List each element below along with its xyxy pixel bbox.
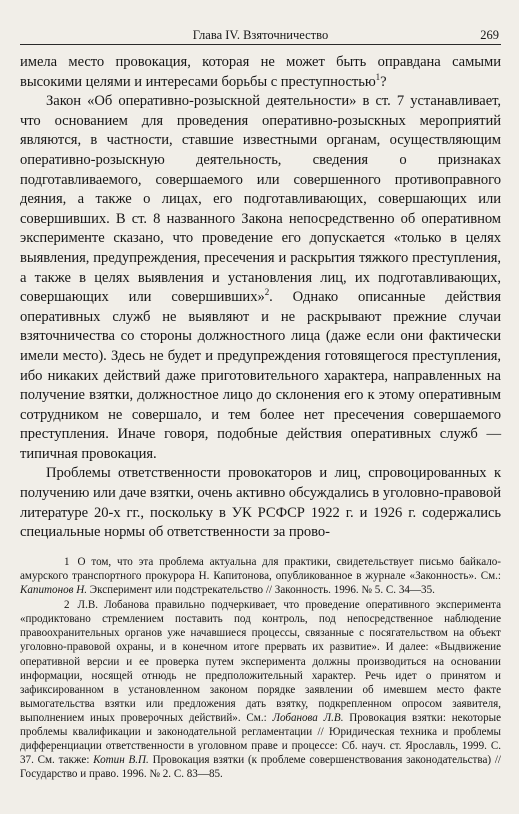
footnote-text: Провокация взятки: некоторые проблемы квалификации и законодательной регламентации // Юридическая техника и проблемы дифференциации ответственности в уголовном праве и процессе: Сб. науч. ст. Ярославль, 1999. С. 37. См. также:: [20, 711, 501, 767]
footnotes: [20, 555, 501, 782]
footnote-text: Провокация взятки (к проблеме совершенствования законодательства) // Государство и право. 1996. № 2. С. 83—85.: [20, 754, 502, 781]
footnote-2: [20, 598, 501, 781]
paragraph-1: [20, 53, 501, 92]
main-text: [20, 53, 501, 543]
footnote-1: [20, 555, 501, 597]
footnote-number: 2: [64, 599, 70, 612]
paragraph-text: Закон «Об оперативно-розыскной деятельности» в ст. 7 устанавливает, что основанием для проведения оперативно-розыскных мероприятий являются, в частности, ставшие известными органам, осуществляющим оперативно-розыскную деятельность, сведения о признаках подготавливаемого, совершаемого или совершенного противоправного деяния, а также о лицах, его подготавливающих, совершающих или совершивших. В ст. 8 названного Закона непосредственно об оперативном эксперименте сказано, что проведение его допускается «только в целях выявления, предупреждения, пресечения и раскрытия тяжкого преступления, а также в целях выявления и установления лиц, их подготавливающих, совершающих или совершивших»: [20, 93, 501, 306]
footnote-number: 1: [64, 555, 70, 568]
paragraph-tail: . Однако описанные действия оперативных служб не выявляют и не раскрывают прежние случаи взяточничества со стороны должностного лица (даже если они фактически имели место). Здесь не будет и предупреждения готовящегося преступления, ибо никаких действий даже приготовительного характера, направленных на получение взятки, должностное лицо до склонения его к этому оперативным сотрудником не совершало, и тем более нет пресечения совершаемого преступления. Иначе говоря, подобные действия оперативных служб — типичная провокация.: [20, 289, 501, 462]
paragraph-2: [20, 92, 501, 464]
footnote-ref-2: 2: [264, 287, 270, 298]
footnote-ref-1: 1: [375, 71, 381, 82]
footnote-text: Эксперимент или подстрекательство // Законность. 1996. № 5. С. 34—35.: [87, 584, 435, 597]
paragraph-3: [20, 464, 501, 542]
paragraph-text: имела место провокация, которая не может быть оправдана самыми высокими целями и интересами борьбы с преступностью: [20, 54, 501, 90]
running-header: [20, 22, 501, 45]
footnote-author: Котин В.П.: [93, 754, 149, 767]
paragraph-tail: ?: [380, 73, 387, 90]
paragraph-text: Проблемы ответственности провокаторов и лиц, спровоцированных к получению или даче взятки, очень активно обсуждались в уголовно-правовой литературе 20-х гг., поскольку в УК РСФСР 1922 г. и 1926 г. содержались специальные нормы об ответственности за прово-: [20, 465, 501, 541]
chapter-title: Глава IV. Взяточничество: [192, 28, 329, 42]
page-number: 269: [480, 28, 499, 42]
footnote-author: Капитонов Н.: [20, 584, 87, 597]
footnote-text: О том, что эта проблема актуальна для практики, свидетельствует письмо байкало-амурского транспортного прокурора Н. Капитонова, опубликованное в журнале «Законность». См.:: [20, 555, 501, 582]
footnote-text: Л.В. Лобанова правильно подчеркивает, что проведение оперативного эксперимента «продиктовано стремлением поставить под контроль, под непосредственное наблюдение правоохранительных органов уже начавшиеся процессы, связанные с посягательством на объект уголовно-правовой охраны, и в конечном итоге прервать их развитие». И далее: «Выдвижение оперативной версии и ее проверка путем эксперимента должны производиться на основании информации, носящей отнюдь не предположительный характер. Речь идет о принятом и зафиксированном в установленном законом порядке заявлении об имевшем место факте вымогательства взятки или предложения дать взятку, подкрепленном опросом заявителя, выполнением иных проверочных действий». См.:: [20, 599, 501, 724]
book-page: [20, 22, 501, 802]
footnote-author: Лобанова Л.В.: [272, 711, 344, 724]
